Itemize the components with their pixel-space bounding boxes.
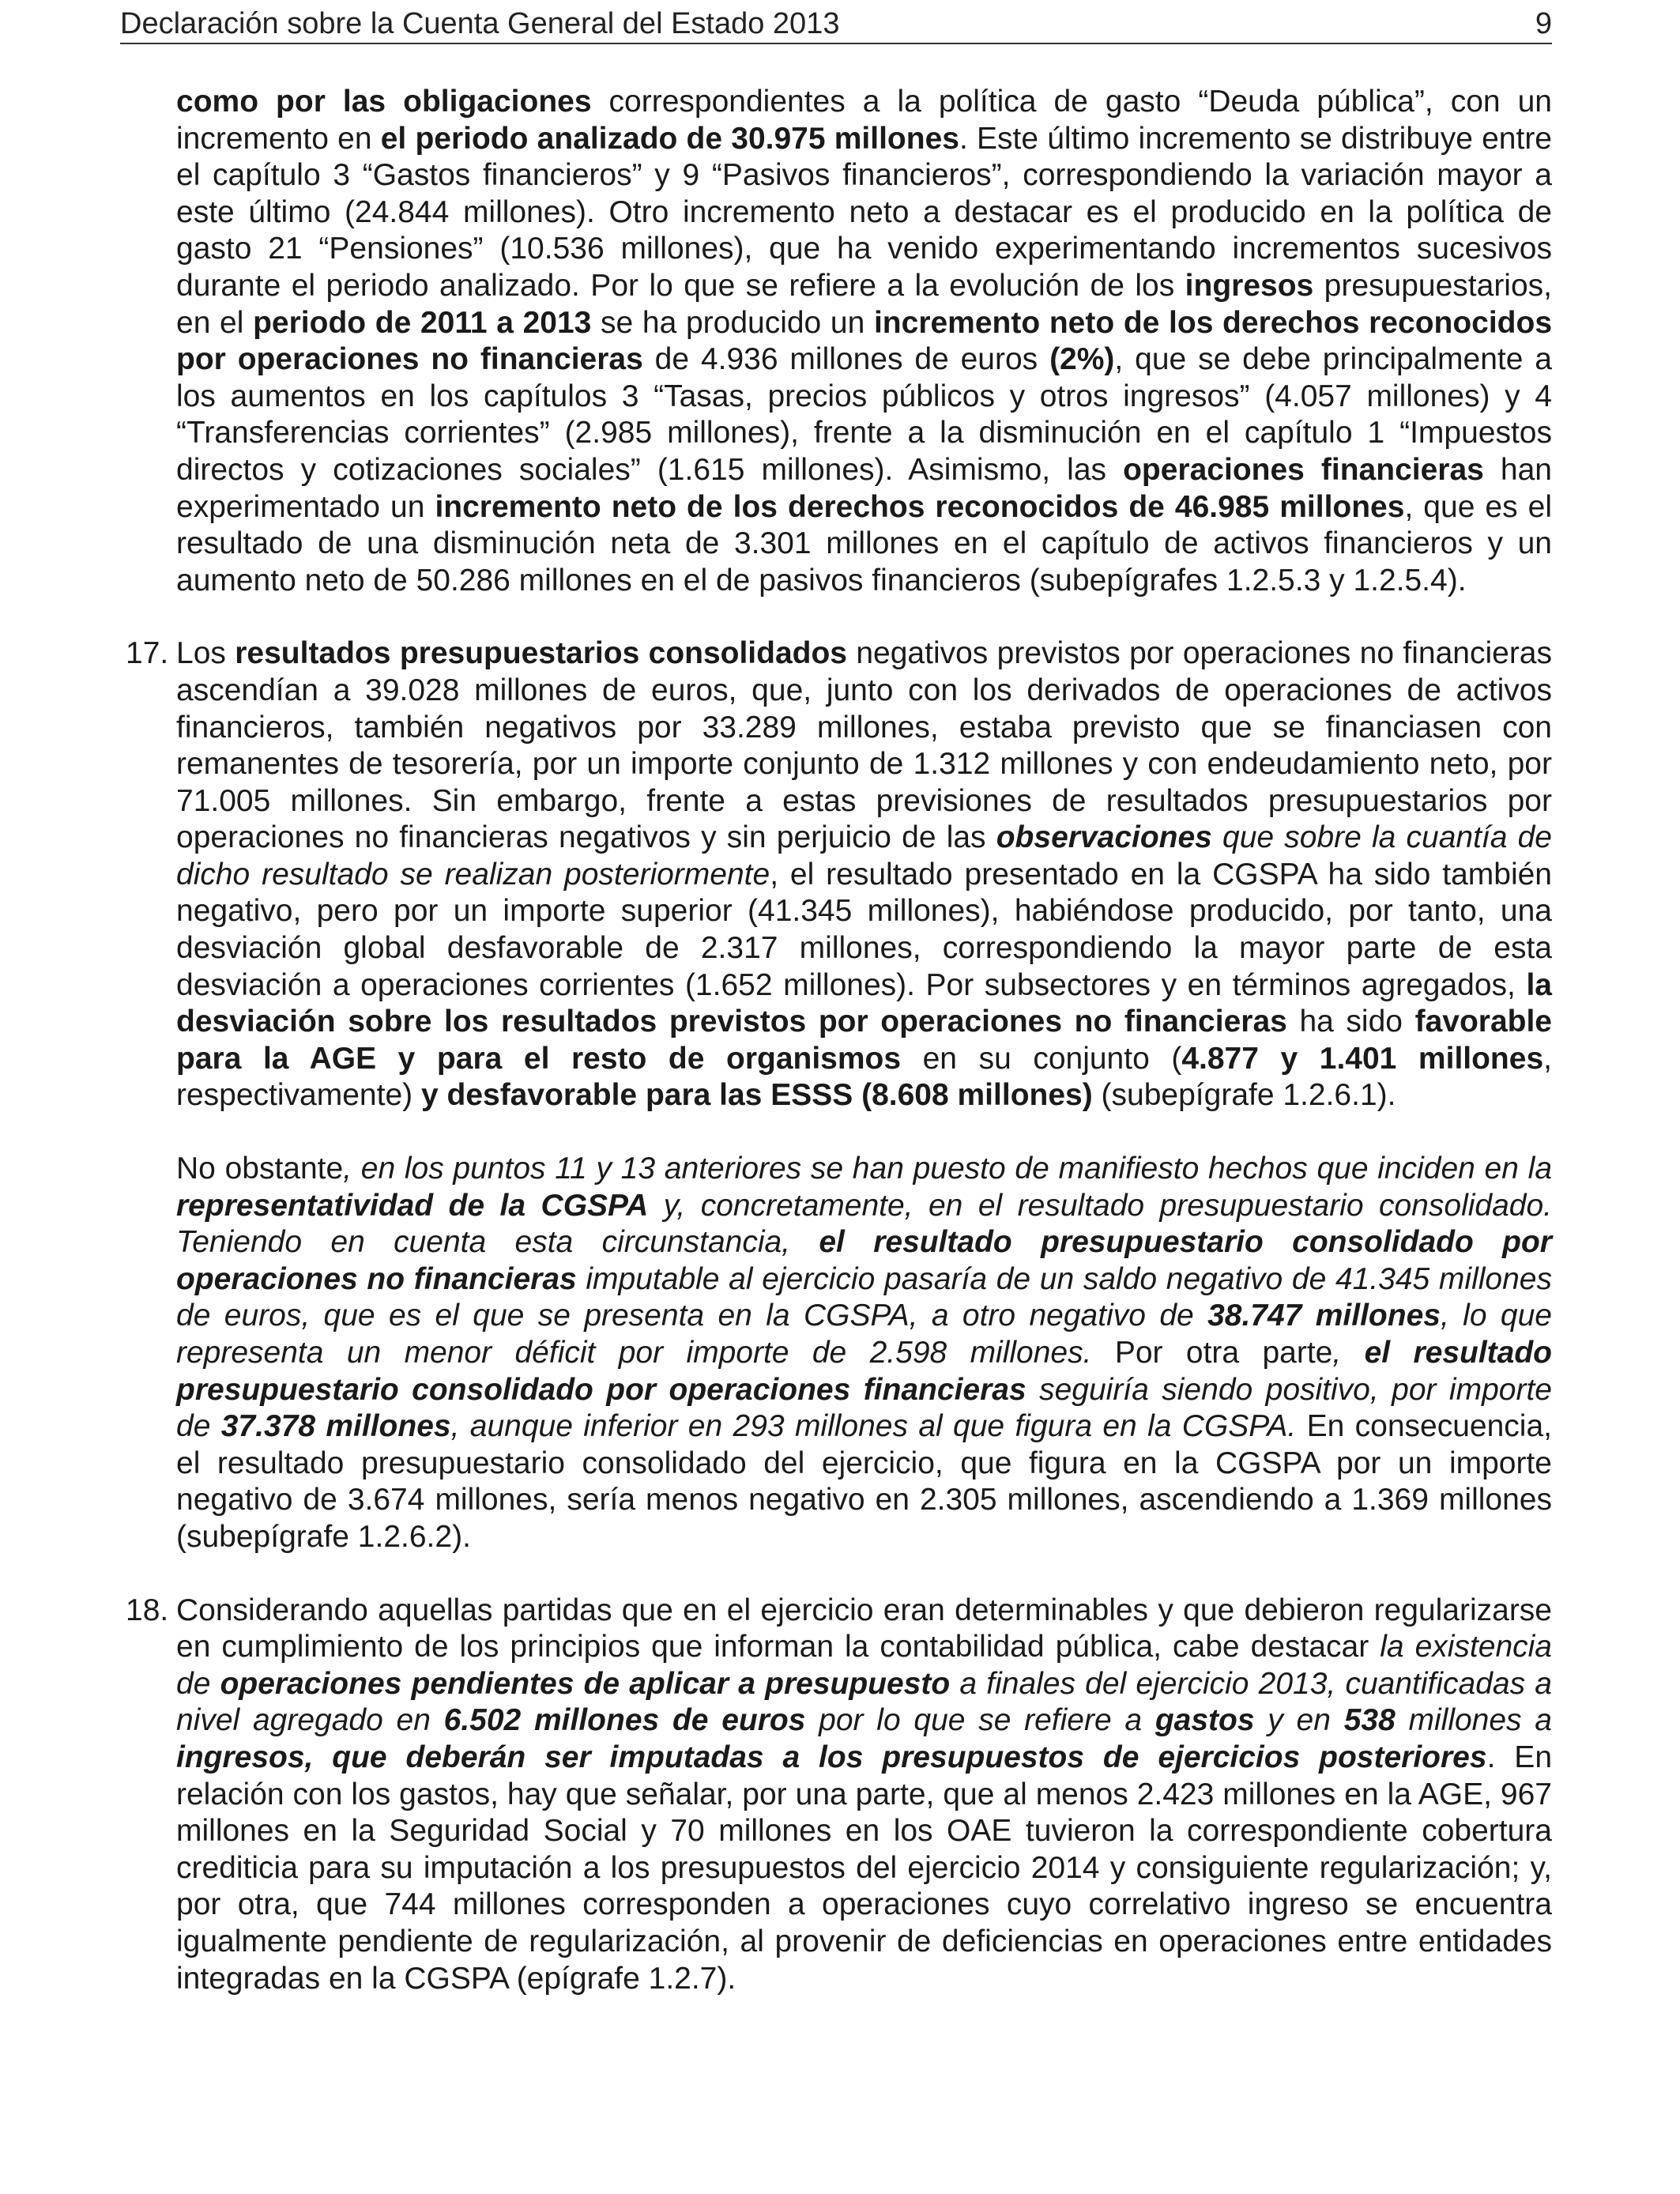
document-body bbox=[126, 84, 1553, 1997]
text-run: y en bbox=[1254, 1703, 1344, 1738]
text-run: la desviación sobre los resultados previstos por operaciones no financieras bbox=[176, 967, 1552, 1039]
text-run: En consecuencia, el resultado presupuestario consolidado del ejercicio, que figura en la CGSPA por un importe negativo de 3.674 millones, sería menos negativo en 2.305 millones, ascendiendo a 1.369 millones (subepígrafe 1.2.6.2). bbox=[176, 1409, 1552, 1554]
text-run: periodo de 2011 a 2013 bbox=[253, 305, 592, 340]
text-run: 37.378 millones bbox=[220, 1409, 451, 1444]
paragraph-text bbox=[176, 1593, 1552, 1998]
text-run: , respectivamente) bbox=[176, 1041, 1552, 1113]
text-run: resultados presupuestarios consolidados bbox=[235, 636, 847, 671]
text-run: gastos bbox=[1155, 1703, 1255, 1738]
text-run: , el resultado presentado en la CGSPA ha sido también negativo, pero por un importe superior (41.345 millones), habiéndose producido, por tanto, una desviación global desfavorable de 2.317 millones, correspondiendo la mayor parte de esta desviación a operaciones corrientes (1.652 millones). Por subsectores y en términos agregados, bbox=[176, 857, 1552, 1002]
paragraph-18 bbox=[126, 1593, 1553, 1998]
paragraph-text bbox=[176, 635, 1552, 1114]
text-run: ingresos, que deberán ser imputadas a los presupuestos de ejercicios posteriores bbox=[176, 1740, 1487, 1774]
text-run: favorable para la AGE y para el resto de organismos bbox=[176, 1005, 1552, 1076]
text-run: el resultado presupuestario consolidado por operaciones financieras bbox=[176, 1336, 1552, 1407]
text-run: operaciones pendientes de aplicar a presupuesto bbox=[220, 1666, 951, 1701]
text-run: (subepígrafe 1.2.6.1). bbox=[1092, 1078, 1396, 1113]
text-run: . Este último incremento se distribuye entre el capítulo 3 “Gastos financieros” y 9 “Pasivos financieros”, correspondiendo la variación mayor a este último (24.844 millones). Otro incremento neto a destacar es el producido en la política de gasto 21 “Pensiones” (10.536 millones), que ha venido experimentando incrementos sucesivos durante el periodo analizado. Por lo que se refiere a la evolución de los bbox=[176, 121, 1552, 303]
text-run: seguiría siendo positivo, por importe de bbox=[176, 1372, 1552, 1444]
text-run: (2%) bbox=[1049, 342, 1115, 377]
text-run: , bbox=[1332, 1336, 1365, 1370]
text-run: presupuestarios, en el bbox=[176, 268, 1552, 340]
paragraph-17 bbox=[126, 635, 1552, 1114]
text-run: No obstante bbox=[176, 1152, 344, 1186]
text-run: millones a bbox=[1395, 1703, 1552, 1738]
paragraph-continuation bbox=[176, 84, 1552, 599]
text-run: 6.502 millones de euros bbox=[443, 1703, 806, 1738]
text-run: en su conjunto ( bbox=[901, 1041, 1182, 1076]
text-run: la existencia de bbox=[176, 1630, 1552, 1701]
text-run: , en los puntos 11 y 13 anteriores se han puesto de manifiesto hechos que inciden en la bbox=[343, 1152, 1553, 1186]
paragraph-17-continued bbox=[176, 1151, 1552, 1556]
text-run: incremento neto de los derechos reconocidos de 46.985 millones bbox=[435, 489, 1405, 524]
text-run: , aunque inferior en 293 millones al que figura en la CGSPA. bbox=[450, 1409, 1297, 1444]
text-run: negativos previstos por operaciones no financieras ascendían a 39.028 millones de euros, que, junto con los derivados de operaciones de activos financieros, también negativos por 33.289 millones, estaba previsto que se financiasen con remanentes de tesorería, por un importe conjunto de 1.312 millones y con endeudamiento neto, por 71.005 millones. Sin embargo, frente a estas previsiones de resultados presupuestarios por operaciones no financieras negativos y sin perjuicio de las bbox=[176, 636, 1552, 855]
paragraph-text bbox=[176, 84, 1552, 599]
text-run: han experimentado un bbox=[176, 452, 1552, 524]
text-run: a finales del ejercicio 2013, cuantificadas a nivel agregado en bbox=[176, 1666, 1552, 1738]
text-run: . En relación con los gastos, hay que señalar, por una parte, que al menos 2.423 millones en la AGE, 967 millones en la Seguridad Social y 70 millones en los OAE tuvieron la correspondiente cobertura crediticia para su imputación a los presupuestos del ejercicio 2014 y consiguiente regularización; y, por otra, que 744 millones corresponden a operaciones cuyo correlativo ingreso se encuentra igualmente pendiente de regularización, al provenir de deficiencias en operaciones entre entidades integradas en la CGSPA (epígrafe 1.2.7). bbox=[176, 1740, 1553, 1996]
text-run: , que se debe principalmente a los aumentos en los capítulos 3 “Tasas, precios públicos y otros ingresos” (4.057 millones) y 4 “Transferencias corrientes” (2.985 millones), frente a la disminución en el capítulo 1 “Impuestos directos y cotizaciones sociales” (1.615 millones). Asimismo, las bbox=[176, 342, 1552, 487]
text-run: , lo que representa un menor déficit por importe de 2.598 millones. bbox=[176, 1299, 1552, 1370]
text-run: , que es el resultado de una disminución neta de 3.301 millones en el capítulo de activos financieros y un aumento neto de 50.286 millones en el de pasivos financieros (subepígrafes 1.2.5.3 y 1.2.5.4). bbox=[176, 489, 1552, 598]
text-run: el periodo analizado de 30.975 millones bbox=[380, 121, 959, 156]
text-run: Los bbox=[176, 636, 235, 671]
text-run: que sobre la cuantía de dicho resultado se realizan posteriormente bbox=[176, 820, 1552, 892]
text-run: operaciones financieras bbox=[1123, 452, 1484, 487]
text-run: de 4.936 millones de euros bbox=[642, 342, 1050, 377]
text-run: se ha producido un bbox=[591, 305, 874, 340]
text-run: 38.747 millones bbox=[1207, 1299, 1441, 1333]
text-run: y desfavorable para las ESSS (8.608 millones) bbox=[420, 1078, 1093, 1113]
text-run: 4.877 y 1.401 millones bbox=[1181, 1041, 1544, 1076]
text-run: observaciones bbox=[996, 820, 1212, 855]
page-header bbox=[120, 5, 1552, 44]
text-run: ha sido bbox=[1286, 1005, 1415, 1039]
paragraph-text bbox=[176, 1151, 1552, 1556]
text-run: representatividad de la CGSPA bbox=[176, 1188, 649, 1223]
document-title: Declaración sobre la Cuenta General del Estado 2013 bbox=[120, 7, 840, 40]
paragraph-number: 17. bbox=[126, 636, 169, 671]
text-run: Considerando aquellas partidas que en el ejercicio eran determinables y que debieron regularizarse en cumplimiento de los principios que informan la contabilidad pública, cabe destacar bbox=[176, 1593, 1552, 1664]
text-run: ingresos bbox=[1185, 268, 1314, 303]
text-run: Por otra parte bbox=[1091, 1336, 1333, 1370]
text-run: imputable al ejercicio pasaría de un saldo negativo de 41.345 millones de euros, que es el que se presenta en la CGSPA, a otro negativo de bbox=[176, 1261, 1552, 1333]
text-run: 538 bbox=[1343, 1703, 1396, 1738]
text-run: como por las obligaciones bbox=[176, 85, 592, 119]
text-run: correspondientes a la política de gasto “Deuda pública”, con un incremento en bbox=[176, 85, 1552, 156]
text-run: el resultado presupuestario consolidado por operaciones no financieras bbox=[176, 1225, 1552, 1296]
text-run: y, concretamente, en el resultado presupuestario consolidado. Teniendo en cuenta esta circunstancia, bbox=[176, 1188, 1552, 1260]
text-run: por lo que se refiere a bbox=[805, 1703, 1155, 1738]
paragraph-number: 18. bbox=[126, 1593, 169, 1627]
page-number: 9 bbox=[1535, 7, 1552, 40]
text-run: incremento neto de los derechos reconocidos por operaciones no financieras bbox=[176, 305, 1553, 377]
